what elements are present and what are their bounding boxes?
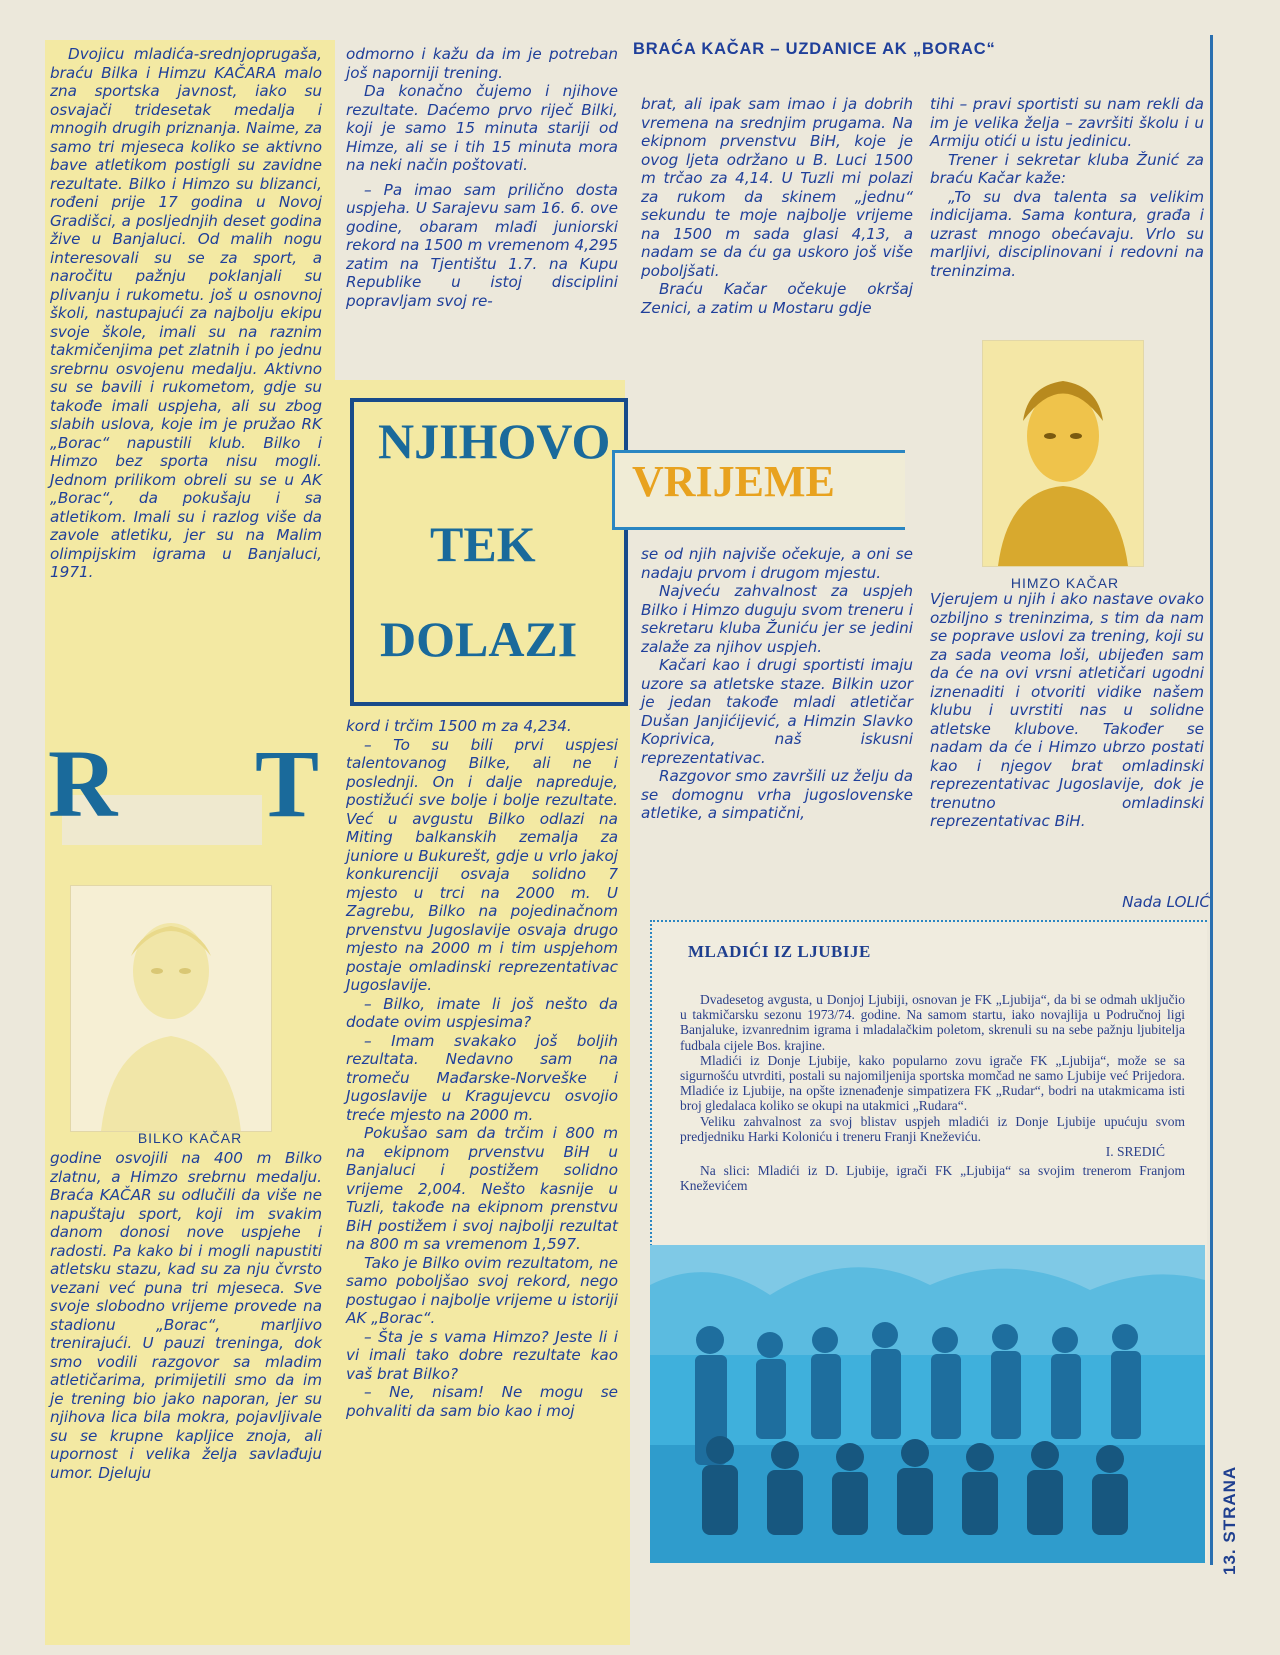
portrait-himzo [983,341,1143,566]
paragraph: – Šta je s vama Himzo? Jeste li i vi imali tako dobre rezultate kao vaš brat Bilko? [346,1327,618,1383]
caption-himzo: HIMZO KAČAR [1010,575,1120,591]
paragraph: se od njih najviše očekuje, a oni se nadaju prvom i drugom mjestu. [641,545,913,582]
column-3b [641,545,913,823]
paragraph: Razgovor smo završili uz želju da se domognu vrha jugoslovenske atletike, a simpatični, [641,767,913,822]
paragraph: Pokušao sam da trčim i 800 m na ekipnom prvenstvu BiH u Banjaluci i postižem solidno vrijeme 2,004. Nešto kasnije u Tuzli, takođe na ekipnom prenstvu BiH postižem i svoj najbolji rezultat na 800 m sa vremenom 1,597. [346,1124,618,1253]
paragraph: kord i trčim 1500 m za 4,234. [346,717,572,735]
author: Nada LOLIĆ [1122,893,1210,911]
paragraph: – To su bili prvi uspjesi talentovanog Bilke, ali ne i poslednji. On i dalje napreduje, postižući sve bolje i bolje rezultate. Već u avgustu Bilko odlazi na Miting balkanskih zemalja za juniore u Bukurešt, gdje u vrlo jakoj konkurenciji osvaja solidno 7 mjesto u trci na 2000 m. U Zagrebu, Bilko na pojedinačnom prvenstvu Jugoslavije osvaja drugo mjesto na 2000 m i tim uspjehom postaje omladinski reprezentativac Jugoslavije. [346,735,618,994]
paragraph: Trener i sekretar kluba Žunić za braću Kačar kaže: [930,150,1204,187]
column-3a [641,95,913,317]
deco-letter-t: T [255,730,320,837]
paragraph: godine osvojili na 400 m Bilko zlatnu, a Himzo srebrnu medalju. Braća KAČAR su odlučili da više ne napuštaju sport, koji im svakim danom donosi nove uspjehe i radosti. Pa kako bi i mogli napustiti atletsku stazu, kad su za nju čvrsto vezani već puna tri mjeseca. Sve svoje slobodno vrijeme provede na stadionu „Borac“, marljivo trenirajući. U pauzi treninga, dok smo vodili razgovor sa mladim atletičarima, primijetili smo da im je trening bio jako naporan, jer su njihova lica bila mokra, pojavljivale su se krupne kapljice znoja, ali upornost i velika želja savlađuju umor. Djeluju [50,1149,322,1482]
paragraph: odmorno i kažu da im je potreban još naporniji trening. [346,45,618,82]
paragraph: tihi – pravi sportisti su nam rekli da im je velika želja – završiti školu i u Armiju otići u istu jedinicu. [930,95,1204,150]
paragraph: Dvojicu mladića-srednjoprugaša, braću Bilka i Himzu KAČARA malo zna sportska javnost, iako su osvajači tridesetak medalja i mnogih drugih priznanja. Naime, za samo tri mjeseca koliko se aktivno bave atletikom postigli su zavidne rezultate. Bilko i Himzo su blizanci, rođeni prije 17 godina u Novoj Gradišci, a posljednjih deset godina žive u Banjaluci. Od malih nogu interesovali su se za sport, a naročitu pažnju poklanjali su plivanju i rukometu. još u osnovnoj školi, nastupajući za najbolju ekipu svoje škole, imali su na raznim takmičenjima pet zlatnih i po jednu srebrnu osvojenu medalju. Aktivno su se bavili i rukometom, gdje su takođe imali uspjeha, ali su zbog slabih uslova, koje im je pružao RK „Borac“ napustili klub. Bilko i Himzo bez sporta nisu mogli. Jednom prilikom obreli su se u AK „Borac“, da pokušaju i sa atletikom. Imali su i razlog više da zavole atletiku, jer su na Malim olimpijskim igrama u Banjaluci, 1971. [50,45,322,581]
paragraph: – Bilko, imate li još nešto da dodate ovim uspjesima? [346,994,618,1031]
paragraph: Vjerujem u njih i ako nastave ovako ozbiljno s treninzima, s tim da nam se poprave uslovi za trening, koji su za sada veoma loši, ubijeđen sam da će na ovi vrsni atletičari ugodni iznenaditi i otvoriti vidike našem klubu i uvrstiti nas u solidne atletske klubove. Također se nadam da će i Himzo ubrzo postati kao i njegov brat omladinski reprezentativac Jugoslavije, dok je trenutno omladinski reprezentativac BiH. [930,590,1204,830]
photo-caption: Na slici: Mladići iz D. Ljubije, igrači FK „Ljubija“ sa svojim trenerom Franjom Kneževićem [680,1163,1185,1194]
signature: I. SREDIĆ [1105,1144,1165,1160]
paragraph: Najveću zahvalnost za uspjeh Bilko i Himzo duguju svom treneru i sekretaru kluba Žuniću jer se jedini zalaže za njihov uspjeh. [641,582,913,656]
headline-word-dolazi: DOLAZI [380,611,578,667]
right-border-line [1210,35,1213,1565]
paragraph: Veliku zahvalnost za svoj blistav uspjeh mladići iz Donje Ljubije upućuju svom predjedniku Harki Koloniću i treneru Franji Kneževiću. [680,1113,1185,1144]
photo-himzo [982,340,1144,567]
headline-word-vrijeme: VRIJEME [632,457,835,506]
paragraph: – Ne, nisam! Ne mogu se pohvaliti da sam bio kao i moj [346,1383,618,1420]
deco-letter-r: R [48,730,118,837]
paragraph: Mladići iz Donje Ljubije, kako popularno zovu igrače FK „Ljubija“, može se sa sigurnošću utvrditi, postali su najomiljenija sportska momčad ne samo Ljubije već Prijedora. Mladiće iz Ljubije, na opšte iznenađenje simpatizera FK „Rudar“, bodri na utakmicama isti broj gledalaca koliko se okupi na utakmici „Rudara“. [680,1052,1185,1114]
paragraph: Da konačno čujemo i njihove rezultate. Daćemo prvo riječ Bilki, koji je samo 15 minuta stariji od Himze, ali se i tih 15 minuta mora na neki način poštovati. [346,82,618,174]
article-header: BRAĆA KAČAR – UZDANICE AK „BORAC“ [633,40,996,58]
column-2a [346,45,618,310]
paragraph: „To su dva talenta sa velikim indicijama. Sama kontura, građa i uzrast mnogo obećavaju. Vrlo su marljivi, disciplinovani i redovni na treninzima. [930,187,1204,280]
paragraph: Tako je Bilko ovim rezultatom, ne samo poboljšao svoj rekord, nego postugao i najbolje vrijeme u istoriji AK „Borac“. [346,1253,618,1327]
ljubija-title: MLADIĆI IZ LJUBIJE [688,942,871,961]
portrait-bilko [71,886,271,1131]
headline-word-njihovo: NJIHOVO [378,413,611,469]
paragraph: brat, ali ipak sam imao i ja dobrih vremena na srednjim prugama. Na ekipnom prvenstvu BiH, koje je ovog ljeta održano u B. Luci 1500 m trčao za 4,14. U Tuzli mi polazi za rukom da skinem „jednu“ sekundu te moje najbolje vrijeme na 1500 m sada glasi 4,13, a nadam se da ću ga uskoro još više poboljšati. [641,95,913,280]
column-2b [346,717,618,1420]
ljubija-text [680,992,1185,1194]
page-number: 13. STRANA [1220,1465,1239,1575]
paragraph: – Pa imao sam prilično dosta uspjeha. U Sarajevu sam 16. 6. ove godine, obaram mlađi juniorski rekord na 1500 m vremenom 4,295 zatim na Tjentištu 1.7. na Kupu Republike u istoj disciplini popravljam svoj re- [346,180,618,310]
photo-bilko [70,885,272,1132]
paragraph: – Imam svakako još boljih rezultata. Nedavno sam na tromeču Mađarske-Norveške i Jugoslavije u Kragujevcu osvojio treće mjesto na 2000 m. [346,1031,618,1124]
headline-word-tek: TEK [430,516,536,572]
column-1b [50,1149,322,1482]
column-1 [50,45,322,582]
caption-bilko: BILKO KAČAR [137,1130,243,1146]
paragraph: Dvadesetog avgusta, u Donjoj Ljubiji, osnovan je FK „Ljubija“, da bi se odmah uključio u takmičarsku sezonu 1973/74. godine. Na samom startu, iako novajlija u Područnoj ligi Banjaluke, izvanrednim igrama i mladalačkim poletom, skrenuli su na sebe pažnju ljubitelja fudbala cijele Bos. krajine. [680,992,1185,1053]
column-4a [930,95,1204,280]
team-photo-image [650,1245,1205,1563]
column-4b [930,590,1204,831]
paragraph: Braću Kačar očekuje okršaj Zenici, a zatim u Mostaru gdje [641,280,913,317]
team-photo [650,1245,1205,1563]
paragraph: Kačari kao i drugi sportisti imaju uzore sa atletske staze. Bilkin uzor je jedan takođe mladi atletičar Dušan Janjićijević, a Himzin Slavko Koprivica, naš iskusni reprezentativac. [641,656,913,767]
